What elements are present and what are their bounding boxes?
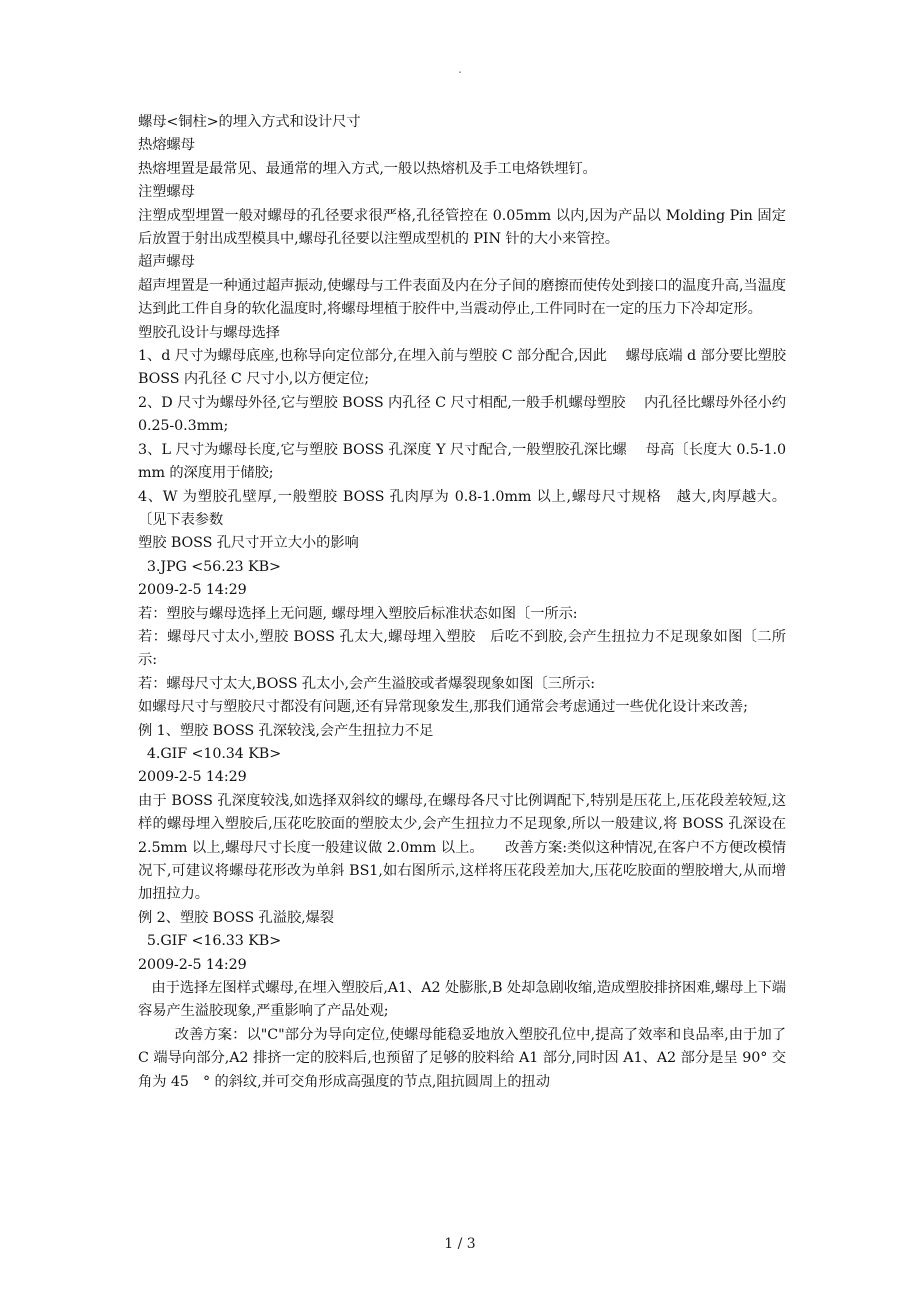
section-heading: 超声螺母 (138, 254, 195, 271)
paragraph: 改善方案：以"C"部分为导向定位,使螺母能稳妥地放入塑胶孔位中,提高了效率和良品率,由于加了 C 端导向部分,A2 排挤一定的胶料后,也预留了足够的胶料给 A1 部分,同时因 A1、A2 部分是呈 90° 交角为 45 ° 的斜纹,并可交角形成高强度的节点,阻抗圆周上的扭动 (138, 1026, 791, 1090)
page-number: 1 / 3 (444, 1236, 476, 1252)
header-mark: . (458, 62, 462, 76)
section-heading: 热熔螺母 (138, 137, 195, 154)
attachment-date: 2009-2-5 14:29 (138, 956, 247, 973)
paragraph: 若：螺母尺寸太小,塑胶 BOSS 孔太大,螺母埋入塑胶 后吃不到胶,会产生扭拉力不足现象如图〔二所示: (138, 628, 786, 669)
list-item: 4、W 为塑胶孔壁厚,一般塑胶 BOSS 孔肉厚为 0.8-1.0mm 以上,螺母尺寸规格 越大,肉厚越大。 〔见下表参数 (138, 488, 791, 528)
list-item: 2、D 尺寸为螺母外径,它与塑胶 BOSS 内孔径 C 尺寸相配,一般手机螺母塑胶 内孔径比螺母外径小约 0.25-0.3mm; (138, 394, 791, 435)
paragraph: 由于 BOSS 孔深度较浅,如选择双斜纹的螺母,在螺母各尺寸比例调配下,特别是压花上,压花段差较短,这样的螺母埋入塑胶后,压花吃胶面的塑胶太少,会产生扭拉力不足现象,所以一般建议,将 BOSS 孔深设在 2.5mm 以上,螺母尺寸长度一般建议做 2.0mm 以上。 改善方案:类似这种情况,在客户不方便改模情况下,可建议将螺母花形改为单斜 BS1,如右图所示,这样将压花段差加大,压花吃胶面的塑胶增大,从而增加扭拉力。 (138, 792, 791, 903)
paragraph: 由于选择左图样式螺母,在埋入塑胶后,A1、A2 处膨胀,B 处却急剧收缩,造成塑胶排挤困难,螺母上下端容易产生溢胶现象,严重影响了产品处观; (138, 980, 786, 1020)
example-heading: 例 2、塑胶 BOSS 孔溢胶,爆裂 (138, 909, 334, 926)
section-heading: 塑胶孔设计与螺母选择 (138, 324, 280, 341)
paragraph: 热熔埋置是最常见、最通常的埋入方式,一般以热熔机及手工电烙铁埋钉。 (138, 160, 597, 177)
paragraph: 超声埋置是一种通过超声振动,使螺母与工件表面及内在分子间的磨擦而使传处到接口的温度升高,当温度达到此工件自身的软化温度时,将螺母埋植于胶件中,当震动停止,工件同时在一定的压力下冷却定形。 (138, 277, 786, 318)
attachment-caption: 4.GIF <10.34 KB> (138, 745, 282, 762)
section-heading: 塑胶 BOSS 孔尺寸开立大小的影响 (138, 535, 359, 552)
attachment-date: 2009-2-5 14:29 (138, 769, 247, 786)
example-heading: 例 1、塑胶 BOSS 孔深较浅,会产生扭拉力不足 (138, 722, 434, 739)
attachment-caption: 3.JPG <56.23 KB> (138, 558, 281, 575)
list-item: 3、L 尺寸为螺母长度,它与塑胶 BOSS 孔深度 Y 尺寸配合,一般塑胶孔深比螺 母高〔长度大 0.5-1.0mm 的深度用于储胶; (138, 441, 786, 482)
section-heading: 注塑螺母 (138, 184, 195, 201)
attachment-date: 2009-2-5 14:29 (138, 582, 247, 599)
paragraph: 如螺母尺寸与塑胶尺寸都没有问题,还有异常现象发生,那我们通常会考虑通过一些优化设计来改善; (138, 699, 748, 716)
doc-title: 螺母<铜柱>的埋入方式和设计尺寸 (138, 114, 361, 130)
paragraph: 若：塑胶与螺母选择上无问题, 螺母埋入塑胶后标准状态如图〔一所示: (138, 605, 578, 622)
attachment-caption: 5.GIF <16.33 KB> (138, 933, 282, 950)
paragraph: 若：螺母尺寸太大,BOSS 孔太小,会产生溢胶或者爆裂现象如图〔三所示: (138, 675, 595, 692)
document-body (138, 111, 791, 1094)
list-item: 1、d 尺寸为螺母底座,也称导向定位部分,在埋入前与塑胶 C 部分配合,因此 螺母底端 d 部分要比塑胶 BOSS 内孔径 C 尺寸小,以方便定位; (138, 348, 791, 388)
paragraph: 注塑成型埋置一般对螺母的孔径要求很严格,孔径管控在 0.05mm 以内,因为产品以 Molding Pin 固定后放置于射出成型模具中,螺母孔径要以注塑成型机的 PIN 针的大小来管控。 (138, 207, 786, 248)
